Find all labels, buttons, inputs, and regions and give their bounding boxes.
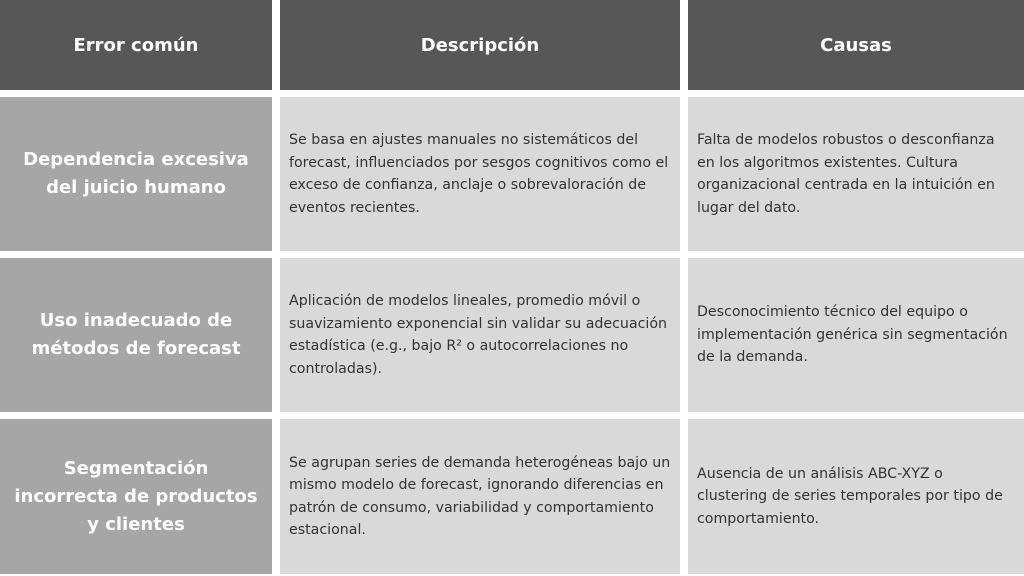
header-causas: Causas [688,0,1024,90]
row-1-error: Dependencia excesiva del juicio humano [0,97,272,251]
row-3-error: Segmentación incorrecta de productos y clientes [0,419,272,574]
row-3-causas: Ausencia de un análisis ABC-XYZ o clustering de series temporales por tipo de comportamiento. [688,419,1024,574]
row-2-error: Uso inadecuado de métodos de forecast [0,258,272,412]
header-error: Error común [0,0,272,90]
header-descripcion: Descripción [280,0,680,90]
row-3-descripcion: Se agrupan series de demanda heterogéneas bajo un mismo modelo de forecast, ignorando diferencias en patrón de consumo, variabilidad y comportamiento estacional. [280,419,680,574]
row-2-causas: Desconocimiento técnico del equipo o implementación genérica sin segmentación de la demanda. [688,258,1024,412]
row-1-causas: Falta de modelos robustos o desconfianza en los algoritmos existentes. Cultura organizacional centrada en la intuición en lugar del dato. [688,97,1024,251]
row-1-descripcion: Se basa en ajustes manuales no sistemáticos del forecast, influenciados por sesgos cognitivos como el exceso de confianza, anclaje o sobrevaloración de eventos recientes. [280,97,680,251]
row-2-descripcion: Aplicación de modelos lineales, promedio móvil o suavizamiento exponencial sin validar su adecuación estadística (e.g., bajo R² o autocorrelaciones no controladas). [280,258,680,412]
